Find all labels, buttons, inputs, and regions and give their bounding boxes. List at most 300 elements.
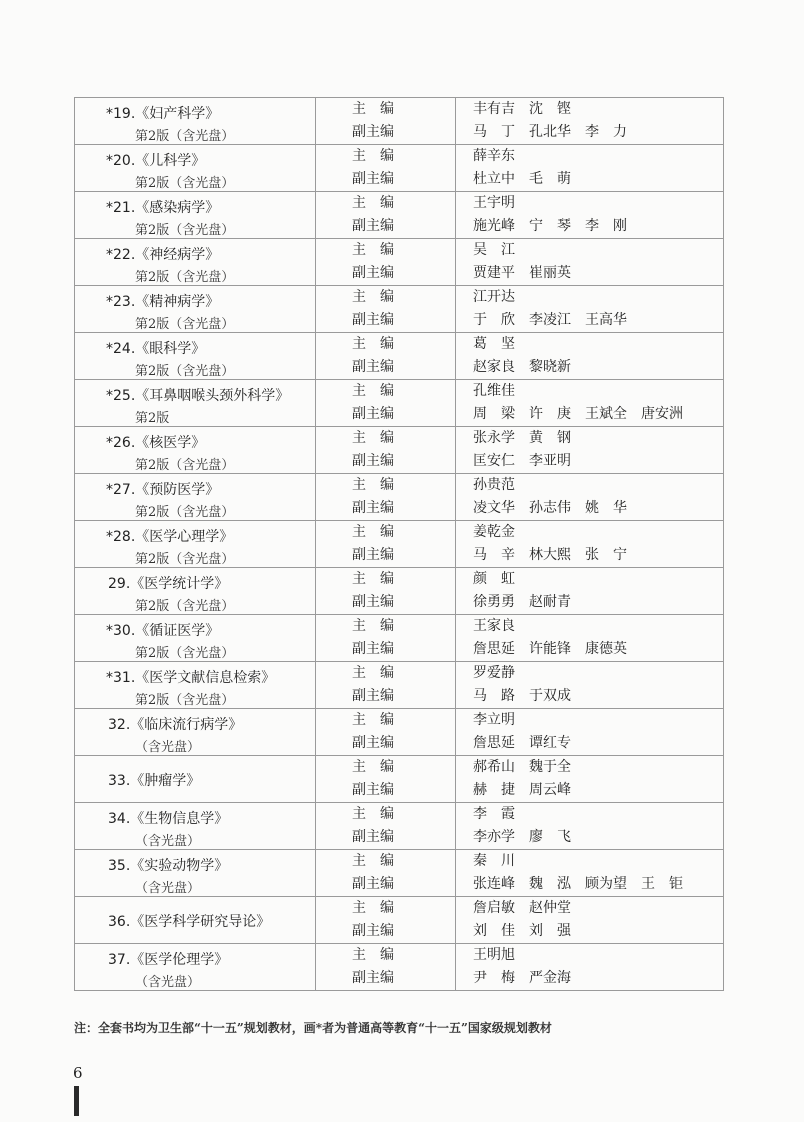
editor-name: 李 霞: [473, 806, 515, 822]
deputy-editors: [456, 356, 723, 379]
book-row: [75, 709, 724, 756]
role-cell: [316, 333, 456, 380]
editor-name: 刘 佳: [473, 923, 515, 939]
footnote: 注：全套书均为卫生部“十一五”规划教材，画*者为普通高等教育“十一五”国家级规划教材: [74, 1021, 552, 1035]
editor-name: 孙贵范: [473, 477, 515, 493]
book-row: [75, 286, 724, 333]
book-number: 33.: [108, 773, 131, 789]
book-row: [75, 521, 724, 568]
role-cell: [316, 850, 456, 897]
editor-name: 许 庚: [529, 406, 571, 422]
book-title-text: 《实验动物学》: [130, 858, 229, 874]
chief-editors: [456, 380, 723, 403]
role-cell: [316, 98, 456, 145]
editor-name: 赫 捷: [473, 782, 515, 798]
chief-editors: [456, 803, 723, 826]
role-chief-editor: 主 编: [352, 759, 394, 775]
editor-name: 魏 泓: [529, 876, 571, 892]
book-row: [75, 568, 724, 615]
editor-name: 林大熙: [529, 547, 571, 563]
book-row: [75, 98, 724, 145]
book-cell: [75, 98, 316, 145]
editor-name: 孔北华: [529, 124, 571, 140]
editors-cell: [456, 568, 724, 615]
book-title-text: 《医学伦理学》: [130, 952, 229, 968]
book-edition: （含光盘）: [135, 975, 201, 990]
editor-name: 张永学: [473, 430, 515, 446]
book-title: [106, 103, 219, 123]
book-title: [108, 770, 200, 790]
book-row: [75, 474, 724, 521]
book-title: [106, 526, 233, 546]
book-cell: [75, 756, 316, 803]
book-cell: [75, 145, 316, 192]
book-title-text: 《耳鼻咽喉头颈外科学》: [135, 388, 290, 404]
role-chief-editor: 主 编: [352, 618, 394, 634]
editor-name: 姜乾金: [473, 524, 515, 540]
editor-name: 詹启敏: [473, 900, 515, 916]
editor-name: 廖 飞: [529, 829, 571, 845]
editor-name: 黄 钢: [529, 430, 571, 446]
editor-name: 王家良: [473, 618, 515, 634]
book-cell: [75, 474, 316, 521]
book-cell: [75, 662, 316, 709]
role-chief-editor: 主 编: [352, 712, 394, 728]
role-deputy-editor: 副主编: [352, 124, 394, 140]
deputy-editors: [456, 497, 723, 520]
deputy-editors: [456, 779, 723, 802]
book-number: *23.: [106, 294, 136, 310]
role-cell: [316, 568, 456, 615]
editor-name: 李凌江: [529, 312, 571, 328]
chief-editors: [456, 709, 723, 732]
editor-name: 于双成: [529, 688, 571, 704]
editor-name: 魏于全: [529, 759, 571, 775]
role-deputy-editor: 副主编: [352, 641, 394, 657]
book-number: 32.: [108, 717, 131, 733]
chief-editors: [456, 568, 723, 591]
deputy-editors: [456, 591, 723, 614]
editor-name: 马 路: [473, 688, 515, 704]
editors-cell: [456, 98, 724, 145]
role-deputy-editor: 副主编: [352, 453, 394, 469]
role-chief-editor: 主 编: [352, 383, 394, 399]
book-number: *26.: [106, 435, 136, 451]
editor-name: 许能锋: [529, 641, 571, 657]
editor-name: 王宇明: [473, 195, 515, 211]
role-deputy-editor: 副主编: [352, 876, 394, 892]
editor-name: 孔维佳: [473, 383, 515, 399]
book-number: *24.: [106, 341, 136, 357]
chief-editors: [456, 756, 723, 779]
editor-name: 王斌全: [585, 406, 627, 422]
editor-name: 颜 虹: [473, 571, 515, 587]
deputy-editors: [456, 732, 723, 755]
textbook-table: [74, 97, 724, 991]
role-chief-editor: 主 编: [352, 289, 394, 305]
book-title-text: 《眼科学》: [135, 341, 206, 357]
chief-editors: [456, 474, 723, 497]
role-chief-editor: 主 编: [352, 477, 394, 493]
editors-cell: [456, 897, 724, 944]
editors-cell: [456, 333, 724, 380]
book-title: [106, 620, 219, 640]
book-edition: 第2版（含光盘）: [135, 646, 235, 661]
book-edition: 第2版（含光盘）: [135, 364, 235, 379]
book-row: [75, 145, 724, 192]
editor-name: 顾为望: [585, 876, 627, 892]
book-cell: [75, 333, 316, 380]
chief-editors: [456, 662, 723, 685]
book-row: [75, 850, 724, 897]
book-title: [106, 244, 219, 264]
editor-name: 李 刚: [585, 218, 627, 234]
book-row: [75, 333, 724, 380]
editor-name: 沈 铿: [529, 101, 571, 117]
editor-name: 孙志伟: [529, 500, 571, 516]
role-cell: [316, 145, 456, 192]
book-number: 37.: [108, 952, 131, 968]
role-cell: [316, 709, 456, 756]
book-edition: 第2版（含光盘）: [135, 552, 235, 567]
book-row: [75, 192, 724, 239]
role-cell: [316, 192, 456, 239]
editor-name: 徐勇勇: [473, 594, 515, 610]
book-row: [75, 803, 724, 850]
book-title-text: 《医学文献信息检索》: [135, 670, 276, 686]
book-title: [108, 855, 228, 875]
role-deputy-editor: 副主编: [352, 829, 394, 845]
editor-name: 唐安洲: [641, 406, 683, 422]
book-number: *25.: [106, 388, 136, 404]
book-edition: 第2版（含光盘）: [135, 599, 235, 614]
book-number: *28.: [106, 529, 136, 545]
deputy-editors: [456, 967, 723, 990]
book-title-text: 《循证医学》: [135, 623, 220, 639]
editors-cell: [456, 803, 724, 850]
editor-name: 马 丁: [473, 124, 515, 140]
editor-name: 严金海: [529, 970, 571, 986]
deputy-editors: [456, 309, 723, 332]
chief-editors: [456, 98, 723, 121]
book-edition: 第2版: [135, 411, 170, 426]
editors-cell: [456, 850, 724, 897]
role-deputy-editor: 副主编: [352, 688, 394, 704]
book-number: *27.: [106, 482, 136, 498]
book-title-text: 《神经病学》: [135, 247, 220, 263]
book-title: [108, 573, 228, 593]
editor-name: 张 宁: [585, 547, 627, 563]
book-number: *31.: [106, 670, 136, 686]
book-title-text: 《妇产科学》: [135, 106, 220, 122]
book-edition: 第2版（含光盘）: [135, 693, 235, 708]
role-chief-editor: 主 编: [352, 195, 394, 211]
book-edition: 第2版（含光盘）: [135, 270, 235, 285]
role-deputy-editor: 副主编: [352, 218, 394, 234]
editor-name: 于 欣: [473, 312, 515, 328]
book-cell: [75, 286, 316, 333]
editors-cell: [456, 662, 724, 709]
chief-editors: [456, 145, 723, 168]
book-cell: [75, 709, 316, 756]
editor-name: 谭红专: [529, 735, 571, 751]
editors-cell: [456, 427, 724, 474]
role-cell: [316, 286, 456, 333]
role-deputy-editor: 副主编: [352, 171, 394, 187]
book-cell: [75, 521, 316, 568]
role-deputy-editor: 副主编: [352, 547, 394, 563]
chief-editors: [456, 286, 723, 309]
role-chief-editor: 主 编: [352, 242, 394, 258]
role-cell: [316, 897, 456, 944]
book-edition: 第2版（含光盘）: [135, 505, 235, 520]
editor-name: 江开达: [473, 289, 515, 305]
role-chief-editor: 主 编: [352, 900, 394, 916]
editor-name: 刘 强: [529, 923, 571, 939]
role-deputy-editor: 副主编: [352, 359, 394, 375]
role-cell: [316, 239, 456, 286]
role-cell: [316, 474, 456, 521]
deputy-editors: [456, 873, 723, 896]
role-deputy-editor: 副主编: [352, 312, 394, 328]
editor-name: 黎晓新: [529, 359, 571, 375]
book-title-text: 《医学统计学》: [130, 576, 229, 592]
editors-cell: [456, 521, 724, 568]
editor-name: 宁 琴: [529, 218, 571, 234]
book-number: 34.: [108, 811, 131, 827]
chief-editors: [456, 615, 723, 638]
editor-name: 张连峰: [473, 876, 515, 892]
book-number: *20.: [106, 153, 136, 169]
book-title-text: 《核医学》: [135, 435, 206, 451]
book-title: [106, 291, 219, 311]
editors-cell: [456, 286, 724, 333]
book-cell: [75, 944, 316, 991]
role-cell: [316, 427, 456, 474]
book-title-text: 《肿瘤学》: [130, 773, 201, 789]
role-chief-editor: 主 编: [352, 665, 394, 681]
chief-editors: [456, 427, 723, 450]
book-cell: [75, 568, 316, 615]
role-cell: [316, 380, 456, 427]
chief-editors: [456, 850, 723, 873]
book-title: [106, 385, 289, 405]
book-title-text: 《生物信息学》: [130, 811, 229, 827]
book-number: *19.: [106, 106, 136, 122]
book-title-text: 《医学心理学》: [135, 529, 234, 545]
editor-name: 王明旭: [473, 947, 515, 963]
book-row: [75, 756, 724, 803]
book-edition: （含光盘）: [135, 834, 201, 849]
editor-name: 秦 川: [473, 853, 515, 869]
role-deputy-editor: 副主编: [352, 735, 394, 751]
book-title: [106, 479, 219, 499]
editors-cell: [456, 145, 724, 192]
editor-name: 李亚明: [529, 453, 571, 469]
role-chief-editor: 主 编: [352, 336, 394, 352]
deputy-editors: [456, 168, 723, 191]
deputy-editors: [456, 544, 723, 567]
editor-name: 詹思延: [473, 735, 515, 751]
deputy-editors: [456, 450, 723, 473]
chief-editors: [456, 897, 723, 920]
editor-name: 杜立中: [473, 171, 515, 187]
editor-name: 赵耐青: [529, 594, 571, 610]
book-title: [108, 714, 242, 734]
editor-name: 贾建平: [473, 265, 515, 281]
deputy-editors: [456, 121, 723, 144]
editor-name: 康德英: [585, 641, 627, 657]
book-row: [75, 897, 724, 944]
book-title: [106, 432, 205, 452]
editor-name: 王高华: [585, 312, 627, 328]
book-edition: 第2版（含光盘）: [135, 129, 235, 144]
role-cell: [316, 803, 456, 850]
book-row: [75, 239, 724, 286]
role-chief-editor: 主 编: [352, 947, 394, 963]
editor-name: 郝希山: [473, 759, 515, 775]
deputy-editors: [456, 403, 723, 426]
editor-name: 罗爱静: [473, 665, 515, 681]
book-title-text: 《预防医学》: [135, 482, 220, 498]
book-cell: [75, 615, 316, 662]
editor-name: 尹 梅: [473, 970, 515, 986]
book-title-text: 《儿科学》: [135, 153, 206, 169]
deputy-editors: [456, 262, 723, 285]
book-row: [75, 615, 724, 662]
book-row: [75, 427, 724, 474]
book-title-text: 《医学科学研究导论》: [130, 914, 271, 930]
book-edition: 第2版（含光盘）: [135, 317, 235, 332]
book-cell: [75, 850, 316, 897]
book-number: *21.: [106, 200, 136, 216]
book-title: [108, 911, 270, 931]
book-cell: [75, 239, 316, 286]
chief-editors: [456, 192, 723, 215]
role-chief-editor: 主 编: [352, 148, 394, 164]
deputy-editors: [456, 920, 723, 943]
chief-editors: [456, 521, 723, 544]
editor-name: 詹思延: [473, 641, 515, 657]
editor-name: 赵仲堂: [529, 900, 571, 916]
editors-cell: [456, 709, 724, 756]
role-deputy-editor: 副主编: [352, 406, 394, 422]
editor-name: 吴 江: [473, 242, 515, 258]
deputy-editors: [456, 215, 723, 238]
book-row: [75, 380, 724, 427]
role-cell: [316, 521, 456, 568]
editors-cell: [456, 756, 724, 803]
editor-name: 马 辛: [473, 547, 515, 563]
role-chief-editor: 主 编: [352, 524, 394, 540]
editor-name: 姚 华: [585, 500, 627, 516]
editor-name: 崔丽英: [529, 265, 571, 281]
role-cell: [316, 944, 456, 991]
chief-editors: [456, 239, 723, 262]
role-chief-editor: 主 编: [352, 853, 394, 869]
editors-cell: [456, 192, 724, 239]
book-edition: （含光盘）: [135, 881, 201, 896]
book-row: [75, 662, 724, 709]
role-deputy-editor: 副主编: [352, 923, 394, 939]
book-title-text: 《精神病学》: [135, 294, 220, 310]
chief-editors: [456, 333, 723, 356]
role-chief-editor: 主 编: [352, 101, 394, 117]
book-row: [75, 944, 724, 991]
book-cell: [75, 803, 316, 850]
role-deputy-editor: 副主编: [352, 970, 394, 986]
book-edition: （含光盘）: [135, 740, 201, 755]
role-cell: [316, 756, 456, 803]
book-title: [108, 808, 228, 828]
book-title: [106, 150, 205, 170]
role-cell: [316, 615, 456, 662]
book-cell: [75, 427, 316, 474]
chief-editors: [456, 944, 723, 967]
book-edition: 第2版（含光盘）: [135, 176, 235, 191]
editors-cell: [456, 944, 724, 991]
editor-name: 李 力: [585, 124, 627, 140]
book-number: *30.: [106, 623, 136, 639]
editor-name: 施光峰: [473, 218, 515, 234]
book-number: 35.: [108, 858, 131, 874]
editors-cell: [456, 380, 724, 427]
book-cell: [75, 192, 316, 239]
book-number: *22.: [106, 247, 136, 263]
page-marker-bar: [74, 1086, 79, 1116]
deputy-editors: [456, 685, 723, 708]
page-number: 6: [73, 1064, 83, 1082]
editor-name: 匡安仁: [473, 453, 515, 469]
editor-name: 葛 坚: [473, 336, 515, 352]
deputy-editors: [456, 826, 723, 849]
role-deputy-editor: 副主编: [352, 265, 394, 281]
editors-cell: [456, 474, 724, 521]
role-deputy-editor: 副主编: [352, 594, 394, 610]
editor-name: 丰有吉: [473, 101, 515, 117]
editor-name: 毛 萌: [529, 171, 571, 187]
book-title-text: 《感染病学》: [135, 200, 220, 216]
role-chief-editor: 主 编: [352, 571, 394, 587]
role-cell: [316, 662, 456, 709]
book-title: [106, 338, 205, 358]
editor-name: 李立明: [473, 712, 515, 728]
book-title-text: 《临床流行病学》: [130, 717, 243, 733]
book-cell: [75, 897, 316, 944]
role-deputy-editor: 副主编: [352, 500, 394, 516]
editor-name: 王 钜: [641, 876, 683, 892]
book-title: [108, 949, 228, 969]
role-chief-editor: 主 编: [352, 806, 394, 822]
book-number: 36.: [108, 914, 131, 930]
book-title: [106, 197, 219, 217]
editor-name: 凌文华: [473, 500, 515, 516]
editors-cell: [456, 615, 724, 662]
book-cell: [75, 380, 316, 427]
editor-name: 赵家良: [473, 359, 515, 375]
role-deputy-editor: 副主编: [352, 782, 394, 798]
book-number: 29.: [108, 576, 131, 592]
role-chief-editor: 主 编: [352, 430, 394, 446]
book-title: [106, 667, 275, 687]
editors-cell: [456, 239, 724, 286]
editor-name: 薛辛东: [473, 148, 515, 164]
editor-name: 周云峰: [529, 782, 571, 798]
editor-name: 周 梁: [473, 406, 515, 422]
book-edition: 第2版（含光盘）: [135, 458, 235, 473]
editor-name: 李亦学: [473, 829, 515, 845]
deputy-editors: [456, 638, 723, 661]
